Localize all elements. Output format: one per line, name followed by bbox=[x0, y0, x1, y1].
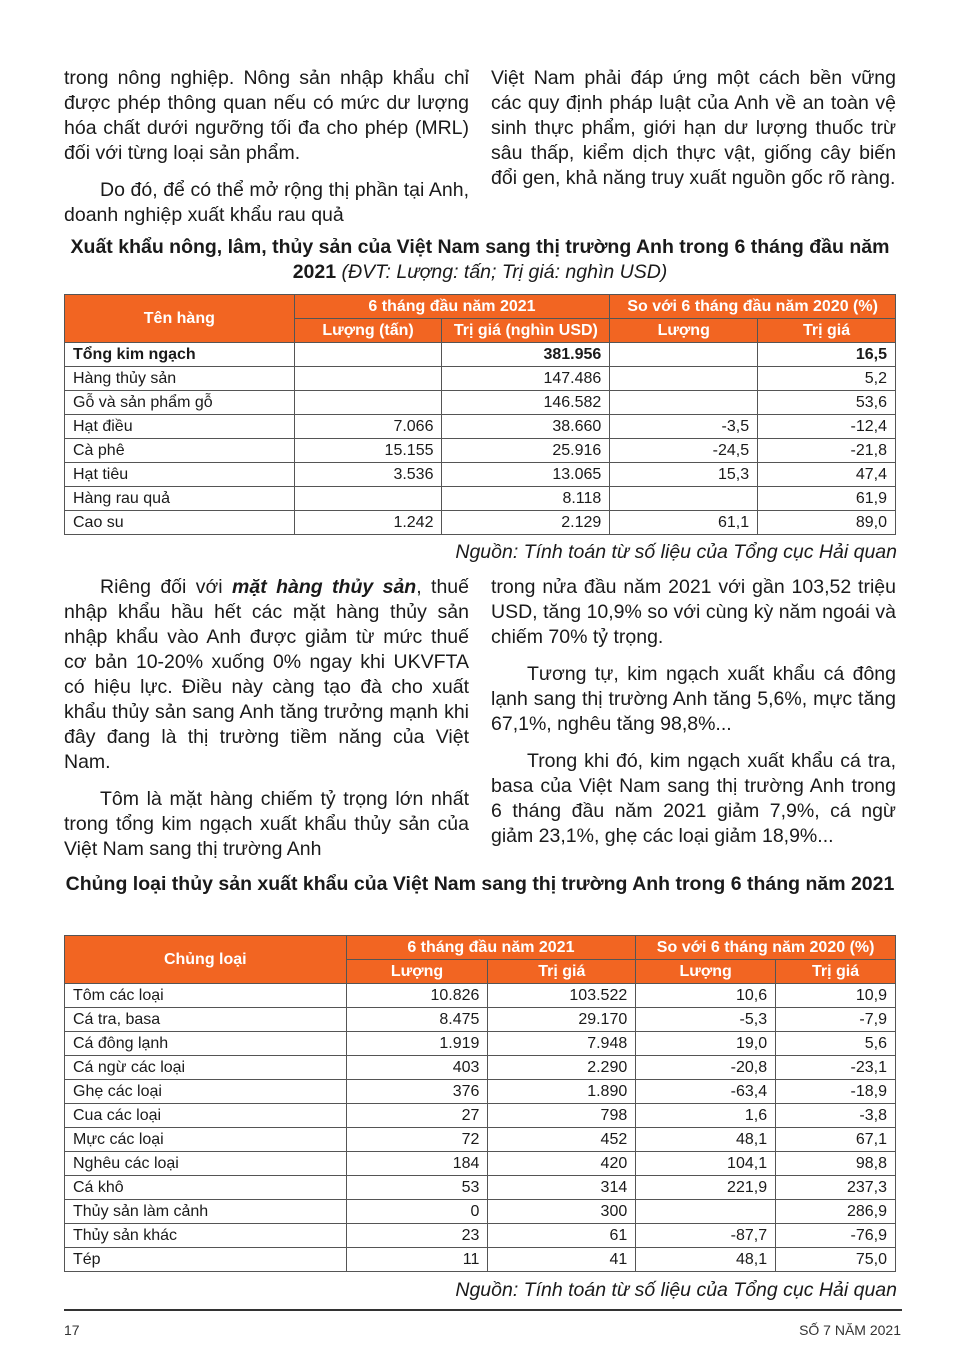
table-cell: 61 bbox=[488, 1224, 636, 1248]
row-label: Cá khô bbox=[65, 1176, 347, 1200]
top-left-column bbox=[64, 66, 469, 228]
table-cell bbox=[294, 487, 442, 511]
header-name: Chủng loại bbox=[65, 936, 347, 984]
table-cell: 53 bbox=[346, 1176, 488, 1200]
table-cell: 10,6 bbox=[636, 984, 776, 1008]
text: Riêng đối với bbox=[100, 576, 233, 598]
table-cell: 381.956 bbox=[442, 343, 610, 367]
row-label: Nghêu các loại bbox=[65, 1152, 347, 1176]
row-label: Cua các loại bbox=[65, 1104, 347, 1128]
row-label: Hàng thủy sản bbox=[65, 367, 295, 391]
table1-source: Nguồn: Tính toán từ số liệu của Tổng cục Hải quan bbox=[455, 541, 897, 563]
row-label: Thủy sản khác bbox=[65, 1224, 347, 1248]
table-cell: 41 bbox=[488, 1248, 636, 1272]
table-cell bbox=[610, 487, 758, 511]
table1-unit: (ĐVT: Lượng: tấn; Trị giá: nghìn USD) bbox=[341, 261, 668, 283]
table-cell: 53,6 bbox=[758, 391, 896, 415]
paragraph: Trong khi đó, kim ngạch xuất khẩu cá tra, basa của Việt Nam sang thị trường Anh trong 6 tháng đầu năm 2021 giảm 7,9%, cá ngừ giảm 23,1%, ghẹ các loại giảm 18,9%... bbox=[491, 750, 896, 847]
table-row bbox=[65, 1056, 896, 1080]
table-row bbox=[65, 1152, 896, 1176]
header-group2: So với 6 tháng đầu năm 2020 (%) bbox=[610, 295, 896, 319]
table-cell: 420 bbox=[488, 1152, 636, 1176]
emphasis: mặt hàng thủy sản bbox=[232, 576, 417, 598]
row-label: Cao su bbox=[65, 511, 295, 535]
table-cell: 376 bbox=[346, 1080, 488, 1104]
table-cell bbox=[610, 391, 758, 415]
table-cell bbox=[636, 1200, 776, 1224]
header-name: Tên hàng bbox=[65, 295, 295, 343]
paragraph: Tương tự, kim ngạch xuất khẩu cá đông lạnh sang thị trường Anh tăng 5,6%, mực tăng 67,1%, nghêu tăng 98,8%... bbox=[491, 663, 896, 735]
header-value: Trị giá bbox=[488, 960, 636, 984]
table-cell: 103.522 bbox=[488, 984, 636, 1008]
table-cell: 314 bbox=[488, 1176, 636, 1200]
paragraph: Tôm là mặt hàng chiếm tỷ trọng lớn nhất trong tổng kim ngạch xuất khẩu thủy sản của Việt Nam sang thị trường Anh bbox=[64, 788, 469, 860]
table-cell: 8.118 bbox=[442, 487, 610, 511]
table-cell: 104,1 bbox=[636, 1152, 776, 1176]
top-right-column bbox=[491, 66, 896, 191]
header-quantity-change: Lượng bbox=[610, 319, 758, 343]
table-cell: 1.242 bbox=[294, 511, 442, 535]
paragraph: trong nông nghiệp. Nông sản nhập khẩu chỉ được phép thông quan nếu có mức dư lượng hóa chất dưới ngưỡng tối đa cho phép (MRL) đối với từng loại sản phẩm. bbox=[64, 67, 469, 164]
table-row bbox=[65, 343, 896, 367]
table-cell: 16,5 bbox=[758, 343, 896, 367]
table-cell: 15.155 bbox=[294, 439, 442, 463]
table-cell bbox=[294, 391, 442, 415]
table-cell: 221,9 bbox=[636, 1176, 776, 1200]
row-label: Hàng rau quả bbox=[65, 487, 295, 511]
table-cell: -7,9 bbox=[776, 1008, 896, 1032]
row-label: Hạt tiêu bbox=[65, 463, 295, 487]
table-cell: 1,6 bbox=[636, 1104, 776, 1128]
table-cell: 3.536 bbox=[294, 463, 442, 487]
table-cell: 452 bbox=[488, 1128, 636, 1152]
table-cell: -3,8 bbox=[776, 1104, 896, 1128]
table-cell bbox=[610, 343, 758, 367]
row-label: Cá tra, basa bbox=[65, 1008, 347, 1032]
table-row bbox=[65, 415, 896, 439]
table-cell: 48,1 bbox=[636, 1128, 776, 1152]
table2-source: Nguồn: Tính toán từ số liệu của Tổng cục Hải quan bbox=[455, 1279, 897, 1301]
table-cell: -18,9 bbox=[776, 1080, 896, 1104]
header-value: Trị giá (nghìn USD) bbox=[442, 319, 610, 343]
table-cell: 403 bbox=[346, 1056, 488, 1080]
paragraph: Do đó, để có thể mở rộng thị phần tại Anh, doanh nghiệp xuất khẩu rau quả bbox=[64, 179, 469, 226]
table-row bbox=[65, 391, 896, 415]
table-cell: -63,4 bbox=[636, 1080, 776, 1104]
table-cell: 798 bbox=[488, 1104, 636, 1128]
table-row bbox=[65, 984, 896, 1008]
row-label: Tổng kim ngạch bbox=[65, 343, 295, 367]
header-group2: So với 6 tháng năm 2020 (%) bbox=[636, 936, 896, 960]
table-row bbox=[65, 1008, 896, 1032]
table-cell: 61,1 bbox=[610, 511, 758, 535]
table-row bbox=[65, 1224, 896, 1248]
paragraph: trong nửa đầu năm 2021 với gần 103,52 triệu USD, tăng 10,9% so với cùng kỳ năm ngoái và chiếm 70% tỷ trọng. bbox=[491, 576, 896, 648]
table-cell: 5,6 bbox=[776, 1032, 896, 1056]
table-cell: 184 bbox=[346, 1152, 488, 1176]
table1 bbox=[64, 294, 896, 535]
table2 bbox=[64, 935, 896, 1272]
text: , thuế nhập khẩu hầu hết các mặt hàng thủy sản nhập khẩu vào Anh được giảm từ mức thuế cơ bản 10-20% xuống 0% ngay khi UKVFTA có hiệu lực. Điều này càng tạo đà cho xuất khẩu thủy sản sang Anh tăng trưởng mạnh khi đây đang là thị trường tiềm năng của Việt Nam. bbox=[64, 576, 469, 773]
table-cell: 237,3 bbox=[776, 1176, 896, 1200]
table-cell: 147.486 bbox=[442, 367, 610, 391]
table-cell: 89,0 bbox=[758, 511, 896, 535]
table-row bbox=[65, 1104, 896, 1128]
row-label: Hạt điều bbox=[65, 415, 295, 439]
header-quantity: Lượng bbox=[346, 960, 488, 984]
row-label: Mực các loại bbox=[65, 1128, 347, 1152]
table-cell: 75,0 bbox=[776, 1248, 896, 1272]
mid-right-column bbox=[491, 575, 896, 849]
table-cell: 2.129 bbox=[442, 511, 610, 535]
footer-divider bbox=[64, 1309, 902, 1311]
table-cell: -12,4 bbox=[758, 415, 896, 439]
page-number: 17 bbox=[64, 1322, 80, 1338]
table-row bbox=[65, 487, 896, 511]
table-cell: 72 bbox=[346, 1128, 488, 1152]
table-cell: 300 bbox=[488, 1200, 636, 1224]
row-label: Ghẹ các loại bbox=[65, 1080, 347, 1104]
table-row bbox=[65, 367, 896, 391]
table-cell: -24,5 bbox=[610, 439, 758, 463]
table-cell: 23 bbox=[346, 1224, 488, 1248]
table-row bbox=[65, 511, 896, 535]
header-quantity: Lượng (tấn) bbox=[294, 319, 442, 343]
table-cell: 7.948 bbox=[488, 1032, 636, 1056]
table-cell: -20,8 bbox=[636, 1056, 776, 1080]
table-cell: -3,5 bbox=[610, 415, 758, 439]
table-cell: 29.170 bbox=[488, 1008, 636, 1032]
table-cell: 8.475 bbox=[346, 1008, 488, 1032]
table2-title: Chủng loại thủy sản xuất khẩu của Việt Nam sang thị trường Anh trong 6 tháng năm 2021 bbox=[65, 873, 895, 895]
table-cell: 1.919 bbox=[346, 1032, 488, 1056]
table-cell: 98,8 bbox=[776, 1152, 896, 1176]
table-cell: 47,4 bbox=[758, 463, 896, 487]
table-cell bbox=[610, 367, 758, 391]
table-row bbox=[65, 1176, 896, 1200]
table-cell: -76,9 bbox=[776, 1224, 896, 1248]
header-group1: 6 tháng đầu năm 2021 bbox=[346, 936, 636, 960]
table-cell: 13.065 bbox=[442, 463, 610, 487]
paragraph: Việt Nam phải đáp ứng một cách bền vững các quy định pháp luật của Anh về an toàn vệ sinh thực phẩm, giới hạn dư lượng thuốc trừ sâu thấp, kiểm dịch thực vật, giống cây biến đổi gen, khả năng truy xuất nguồn gốc rõ ràng. bbox=[491, 67, 896, 189]
header-value-change: Trị giá bbox=[776, 960, 896, 984]
table-cell: 0 bbox=[346, 1200, 488, 1224]
paragraph bbox=[64, 575, 469, 775]
table-cell: 15,3 bbox=[610, 463, 758, 487]
row-label: Cà phê bbox=[65, 439, 295, 463]
table-cell: 38.660 bbox=[442, 415, 610, 439]
table-cell: 48,1 bbox=[636, 1248, 776, 1272]
table-cell: -5,3 bbox=[636, 1008, 776, 1032]
table-cell: 67,1 bbox=[776, 1128, 896, 1152]
table-cell: 2.290 bbox=[488, 1056, 636, 1080]
header-group1: 6 tháng đầu năm 2021 bbox=[294, 295, 610, 319]
row-label: Tép bbox=[65, 1248, 347, 1272]
row-label: Tôm các loại bbox=[65, 984, 347, 1008]
table-row bbox=[65, 1080, 896, 1104]
table-row bbox=[65, 463, 896, 487]
table-cell: 61,9 bbox=[758, 487, 896, 511]
table-row bbox=[65, 1248, 896, 1272]
table-cell: 10.826 bbox=[346, 984, 488, 1008]
table1-title bbox=[64, 235, 896, 285]
table-cell: 19,0 bbox=[636, 1032, 776, 1056]
row-label: Cá ngừ các loại bbox=[65, 1056, 347, 1080]
table-cell: 10,9 bbox=[776, 984, 896, 1008]
table-cell: 27 bbox=[346, 1104, 488, 1128]
table-cell: -23,1 bbox=[776, 1056, 896, 1080]
table-row bbox=[65, 1128, 896, 1152]
table-cell: 7.066 bbox=[294, 415, 442, 439]
table-cell: -21,8 bbox=[758, 439, 896, 463]
row-label: Gỗ và sản phẩm gỗ bbox=[65, 391, 295, 415]
table-cell: -87,7 bbox=[636, 1224, 776, 1248]
mid-left-column bbox=[64, 575, 469, 862]
row-label: Thủy sản làm cảnh bbox=[65, 1200, 347, 1224]
header-value-change: Trị giá bbox=[758, 319, 896, 343]
table-cell: 11 bbox=[346, 1248, 488, 1272]
table1-title-text: Xuất khẩu nông, lâm, thủy sản của Việt Nam sang thị trường Anh trong 6 tháng đầu năm 2021 bbox=[70, 236, 890, 283]
table-cell bbox=[294, 343, 442, 367]
table-cell bbox=[294, 367, 442, 391]
row-label: Cá đông lạnh bbox=[65, 1032, 347, 1056]
table-cell: 25.916 bbox=[442, 439, 610, 463]
table-row bbox=[65, 439, 896, 463]
table-cell: 286,9 bbox=[776, 1200, 896, 1224]
table-cell: 146.582 bbox=[442, 391, 610, 415]
table-row bbox=[65, 1200, 896, 1224]
header-quantity-change: Lượng bbox=[636, 960, 776, 984]
table-cell: 5,2 bbox=[758, 367, 896, 391]
table-row bbox=[65, 1032, 896, 1056]
issue-label: SỐ 7 NĂM 2021 bbox=[799, 1322, 901, 1338]
table-cell: 1.890 bbox=[488, 1080, 636, 1104]
